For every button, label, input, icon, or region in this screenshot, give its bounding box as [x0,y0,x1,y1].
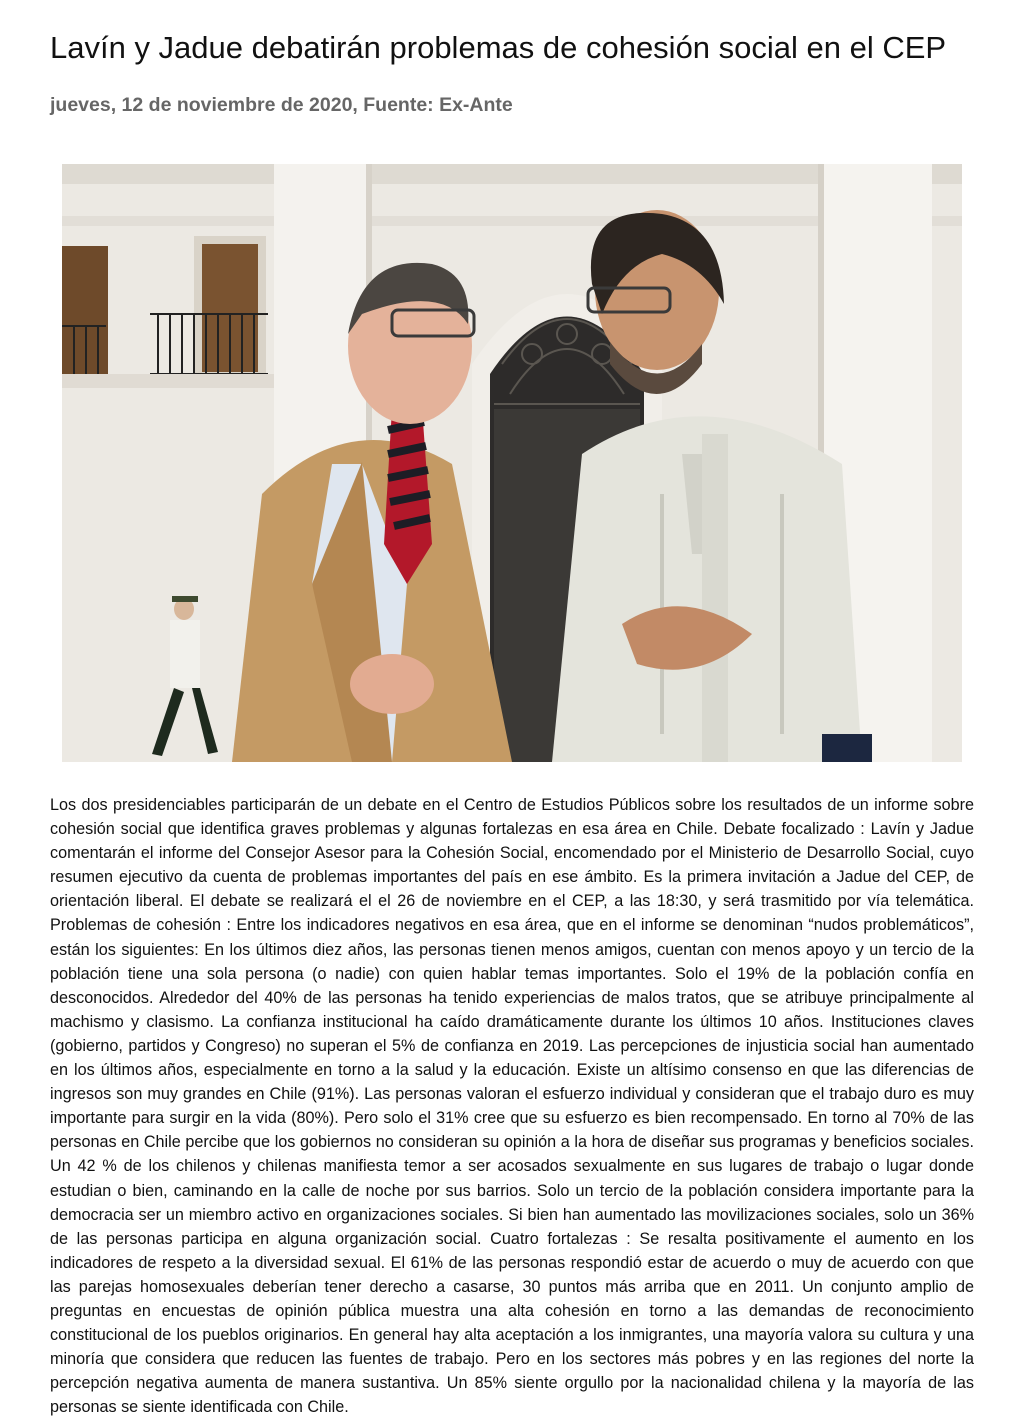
article-photo [62,164,962,762]
article-meta: jueves, 12 de noviembre de 2020, Fuente: Ex-Ante [50,94,513,116]
photo-illustration [62,164,962,762]
ledge [62,374,274,388]
article-title: Lavín y Jadue debatirán problemas de cohesión social en el CEP [50,30,947,65]
article-body: Los dos presidenciables participarán de un debate en el Centro de Estudios Públicos sobre los resultados de un informe sobre cohesión social que identifica graves problemas y algunas fortalezas en esa área en Chile. Debate focalizado : Lavín y Jadue comentarán el informe del Consejor Asesor para la Cohesión Social, encomendado por el Ministerio de Desarrollo Social, cuyo resumen ejecutivo da cuenta de problemas importantes del país en ese ámbito. Es la primera invitación a Jadue del CEP, de orientación liberal. El debate se realizará el el 26 de noviembre en el CEP, a las 18:30, y será trasmitido por vía telemática. Problemas de cohesión : Entre los indicadores negativos en esa área, que en el informe se denominan “nudos problemáticos”, están los siguientes: En los últimos diez años, las personas tienen menos amigos, cuentan con menos apoyo y un tercio de la población tiene una sola persona (o nadie) con quien hablar temas importantes. Solo el 19% de la población confía en desconocidos. Alrededor del 40% de las personas ha tenido experiencias de malos tratos, que se atribuye principalmente al machismo y clasismo. La confianza institucional ha caído dramáticamente durante los últimos 10 años. Instituciones claves (gobierno, partidos y Congreso) no superan el 5% de confianza en 2019. Las percepciones de injusticia social han aumentado en los últimos años, especialmente en torno a la salud y la educación. Existe un altísimo consenso en que las diferencias de ingresos son muy grandes en Chile (91%). Las personas valoran el esfuerzo individual y consideran que el trabajo duro es muy importante para surgir en la vida (80%). Pero solo el 31% cree que su esfuerzo es bien recompensado. En torno al 70% de las personas en Chile percibe que los gobiernos no consideran su opinión a la hora de diseñar sus programas y beneficios sociales. Un 42 % de los chilenos y chilenas manifiesta temor a ser acosados sexualmente en sus lugares de trabajo o lugar donde estudian o bien, caminando en la calle de noche por sus barrios. Solo un tercio de la población considera importante para la democracia ser un miembro activo en organizaciones sociales. Si bien han aumentado las movilizaciones sociales, solo un 36% de las personas participa en alguna organización social. Cuatro fortalezas : Se resalta positivamente el aumento en los indicadores de respeto a la diversidad sexual. El 61% de las personas respondió estar de acuerdo o muy de acuerdo con que las parejas homosexuales deberían tener derecho a casarse, 30 puntos más arriba que en 2011. Un conjunto amplio de preguntas en encuestas de opinión pública muestra una alta cohesión en torno a las demandas de reconocimiento constitucional de los pueblos originarios. En general hay alta aceptación a los inmigrantes, una mayoría valora su cultura y una minoría que considera que reducen las fuentes de trabajo. Pero en los sectores más pobres y en las regiones del norte la percepción negativa aumenta de manera sustantiva. Un 85% siente orgullo por la nacionalidad chilena y la mayoría de las personas se siente identificada con Chile. [50,796,974,1417]
article [50,0,974,1417]
